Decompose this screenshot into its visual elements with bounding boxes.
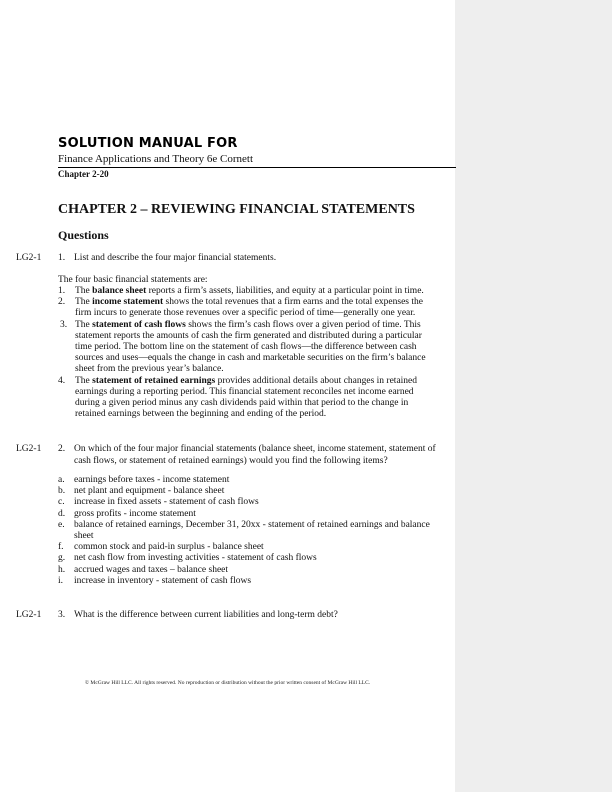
- answer-item-text: The: [75, 297, 93, 308]
- answer-intro: The four basic financial statements are:: [58, 275, 208, 285]
- list-item-text: accrued wages and taxes – balance sheet: [74, 564, 229, 575]
- answer-item-term: statement of cash flows: [92, 319, 186, 330]
- question-3: [58, 610, 450, 622]
- header-divider: [58, 167, 456, 168]
- learning-goal-tag: LG2-1: [16, 444, 42, 454]
- list-item: [58, 509, 450, 520]
- list-item: [58, 553, 450, 564]
- list-item-letter: i.: [58, 575, 64, 586]
- list-item: [58, 565, 450, 576]
- answer-item: [58, 286, 438, 297]
- list-item: [58, 486, 450, 497]
- answer-item-number: 2.: [58, 297, 66, 308]
- answer-item-text: reports a firm’s assets, liabilities, and equity at a particular point in time.: [146, 286, 424, 296]
- question-number: 2.: [58, 444, 66, 454]
- list-item: [58, 475, 450, 486]
- answer-item: [58, 376, 438, 421]
- answer-item-number: 1.: [58, 286, 66, 296]
- answer-item-text: The: [75, 286, 93, 296]
- answer-item-text: provides additional details about changes in retained earnings during a reporting period. This financial statement reconciles net income earned during a given period minus any cash dividends paid within that period to the change in retained earnings between the beginning and ending of the period.: [75, 375, 418, 420]
- list-item-text: net cash flow from investing activities - statement of cash flows: [74, 553, 317, 564]
- question-text: What is the difference between current liabilities and long-term debt?: [74, 610, 338, 620]
- question-number: 3.: [58, 610, 66, 620]
- answer-2-list: [58, 475, 450, 587]
- list-item-text: net plant and equipment - balance sheet: [74, 486, 225, 497]
- answer-item-term: statement of retained earnings: [92, 375, 216, 386]
- list-item-text: balance of retained earnings, December 31, 20xx - statement of retained earnings and balance sheet: [74, 519, 430, 542]
- answer-item-text: shows the total revenues that a firm earns and the total expenses the firm incurs to generate those revenues over a specific period of time—generally one year.: [75, 297, 423, 319]
- list-item-letter: g.: [58, 553, 66, 564]
- question-text: On which of the four major financial statements (balance sheet, income statement, statement of cash flows, or statement of retained earnings) would you find the following items?: [74, 444, 436, 466]
- answer-item-text: shows the firm’s cash flows over a given period of time. This statement reports the amounts of cash the firm generated and distributed during a particular time period. The bottom line on the statement of cash flows—the difference between cash sources and uses—equals the change in cash and marketable securities on the firm’s balance sheet from the previous year’s balance.: [75, 319, 426, 375]
- list-item-letter: f.: [58, 542, 64, 553]
- answer-1-list: [58, 286, 438, 420]
- list-item: [58, 497, 450, 508]
- list-item-text: gross profits - income statement: [74, 508, 196, 519]
- learning-goal-tag: LG2-1: [16, 610, 42, 620]
- answer-item-term: balance sheet: [92, 286, 147, 296]
- answer-item-number: 3.: [60, 319, 68, 330]
- list-item: [58, 576, 450, 587]
- section-heading: Questions: [58, 228, 109, 242]
- answer-item-term: income statement: [92, 297, 164, 308]
- list-item-text: increase in inventory - statement of cash flows: [74, 575, 252, 586]
- learning-goal-tag: LG2-1: [16, 253, 42, 263]
- list-item: [58, 520, 450, 542]
- book-title: Finance Applications and Theory 6e Cornett: [58, 153, 254, 165]
- list-item-letter: h.: [58, 564, 66, 575]
- list-item-letter: b.: [58, 486, 66, 497]
- list-item: [58, 542, 450, 553]
- answer-item-number: 4.: [58, 375, 66, 386]
- answer-item-text: The: [75, 319, 93, 330]
- question-1: [58, 253, 450, 265]
- solution-manual-title: SOLUTION MANUAL FOR: [58, 136, 238, 151]
- list-item-letter: a.: [58, 475, 65, 485]
- chapter-heading: CHAPTER 2 – REVIEWING FINANCIAL STATEMENTS: [58, 202, 415, 217]
- answer-item-text: The: [75, 375, 93, 386]
- list-item-letter: d.: [58, 508, 66, 519]
- question-number: 1.: [58, 253, 66, 263]
- list-item-text: increase in fixed assets - statement of cash flows: [74, 497, 259, 508]
- copyright-footer: © McGraw Hill LLC. All rights reserved. No reproduction or distribution without the prior written consent of McGraw Hill LLC.: [84, 680, 371, 686]
- question-text: List and describe the four major financial statements.: [74, 253, 277, 263]
- list-item-text: earnings before taxes - income statement: [74, 475, 230, 485]
- list-item-text: common stock and paid-in surplus - balance sheet: [74, 542, 264, 553]
- answer-item: [58, 320, 438, 376]
- question-2: [58, 444, 450, 467]
- answer-item: [58, 297, 438, 319]
- list-item-letter: c.: [58, 497, 65, 508]
- comment-margin-panel: [455, 0, 612, 792]
- chapter-range: Chapter 2-20: [58, 169, 109, 179]
- list-item-letter: e.: [58, 519, 65, 530]
